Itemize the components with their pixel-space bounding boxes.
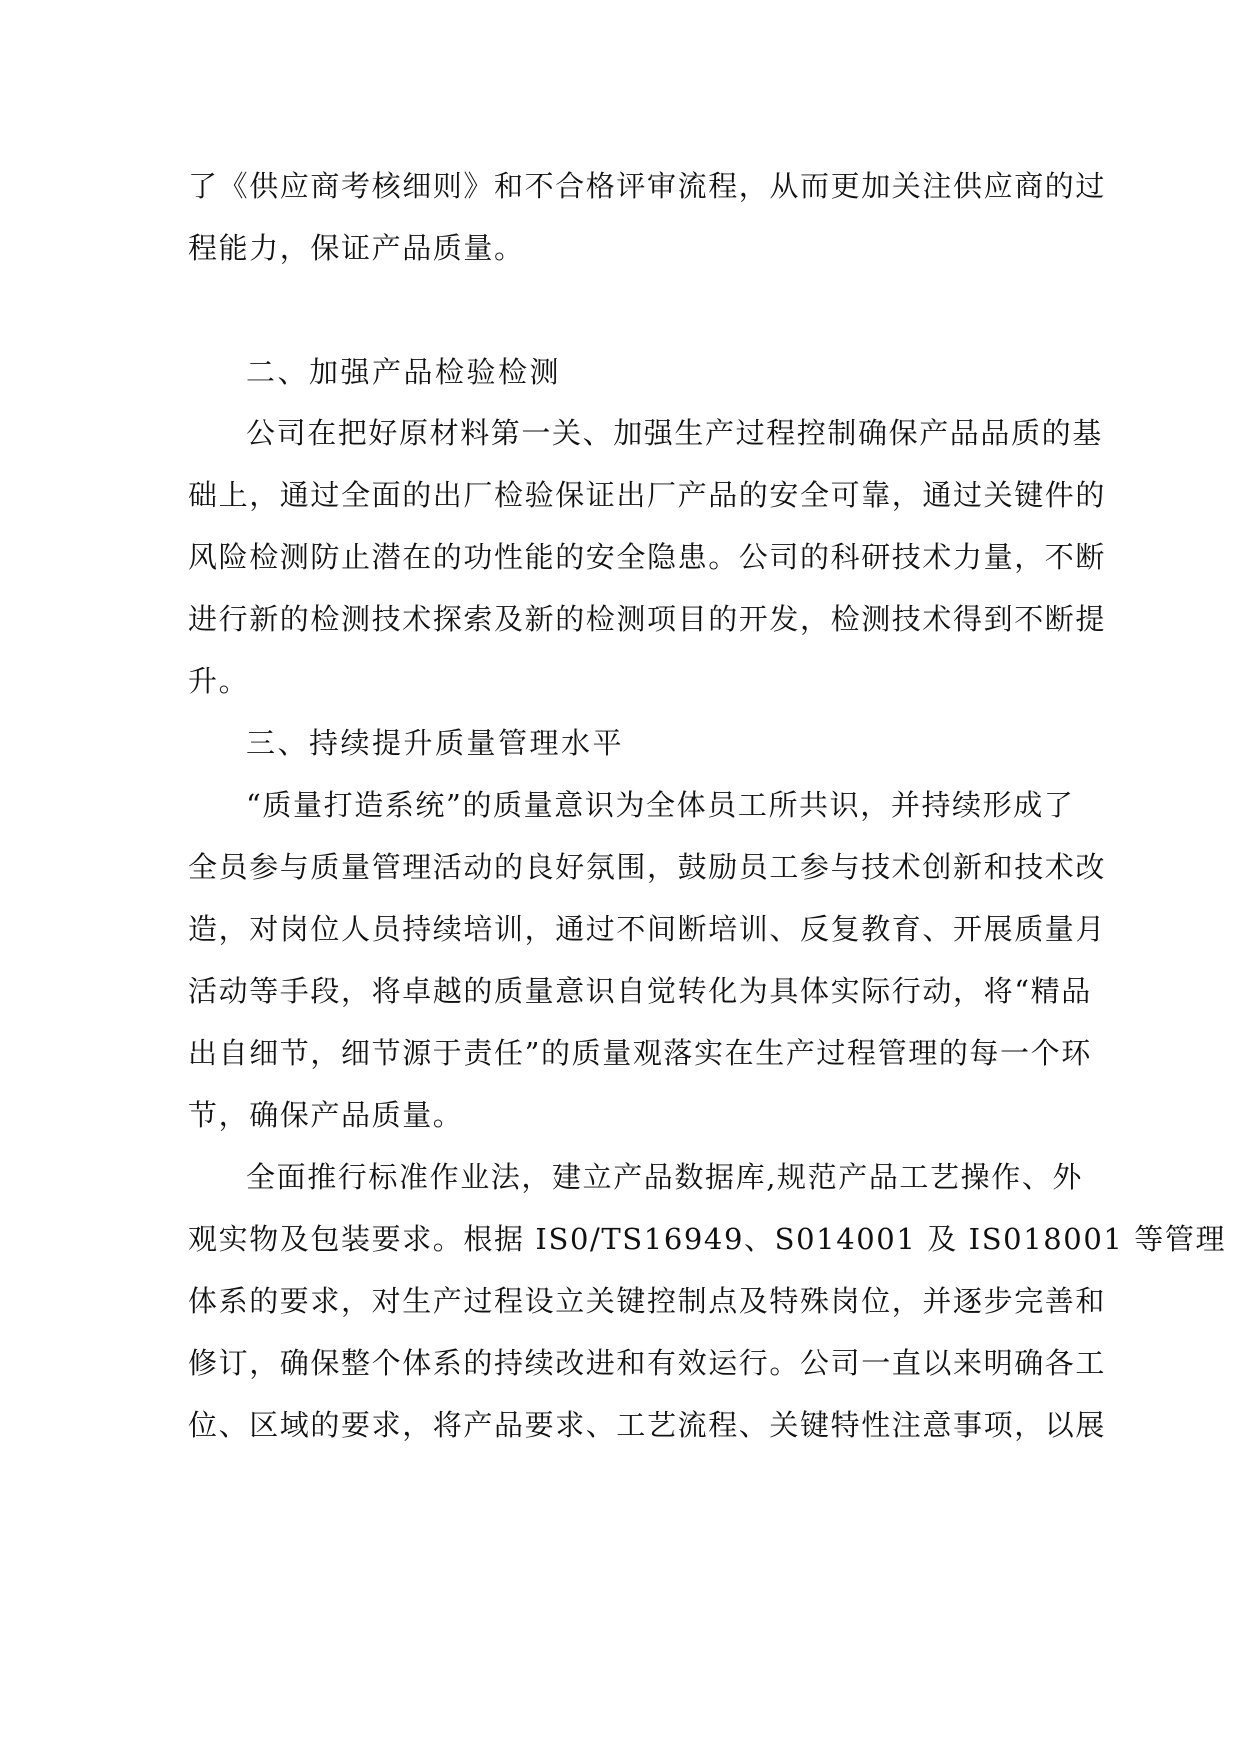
body-text-line: 全员参与质量管理活动的良好氛围，鼓励员工参与技术创新和技术改 (188, 850, 1107, 884)
body-text-line: 了《供应商考核细则》和不合格评审流程，从而更加关注供应商的过 (188, 169, 1107, 203)
body-text-line: 造，对岗位人员持续培训，通过不间断培训、反复教育、开展质量月 (188, 912, 1107, 946)
body-text-line: 观实物及包装要求。根据 IS0/TS16949、S014001 及 IS018001 等管理 (188, 1222, 1227, 1256)
body-text-line: 活动等手段，将卓越的质量意识自觉转化为具体实际行动，将“精品 (188, 974, 1092, 1008)
body-text-line: 进行新的检测技术探索及新的检测项目的开发，检测技术得到不断提 (188, 602, 1107, 636)
section-heading-3: 三、持续提升质量管理水平 (246, 726, 625, 760)
body-text-line: 公司在把好原材料第一关、加强生产过程控制确保产品品质的基 (246, 416, 1103, 450)
body-text-line: 位、区域的要求，将产品要求、工艺流程、关键特性注意事项，以展 (188, 1408, 1107, 1442)
body-text-line: 程能力，保证产品质量。 (188, 231, 525, 265)
body-text-line: 出自细节，细节源于责任”的质量观落实在生产过程管理的每一个环 (188, 1036, 1092, 1070)
body-text-line: 修订，确保整个体系的持续改进和有效运行。公司一直以来明确各工 (188, 1346, 1107, 1380)
body-text-line: 础上，通过全面的出厂检验保证出厂产品的安全可靠，通过关键件的 (188, 478, 1107, 512)
section-heading-2: 二、加强产品检验检测 (246, 355, 562, 389)
body-text-line: 体系的要求，对生产过程设立关键控制点及特殊岗位，并逐步完善和 (188, 1284, 1107, 1318)
body-text-line: “质量打造系统”的质量意识为全体员工所共识，并持续形成了 (246, 788, 1075, 822)
body-text-line: 节，确保产品质量。 (188, 1098, 464, 1132)
body-text-line: 全面推行标准作业法，建立产品数据库,规范产品工艺操作、外 (246, 1160, 1084, 1194)
body-text-line: 风险检测防止潜在的功性能的安全隐患。公司的科研技术力量，不断 (188, 540, 1107, 574)
body-text-line: 升。 (188, 664, 250, 698)
